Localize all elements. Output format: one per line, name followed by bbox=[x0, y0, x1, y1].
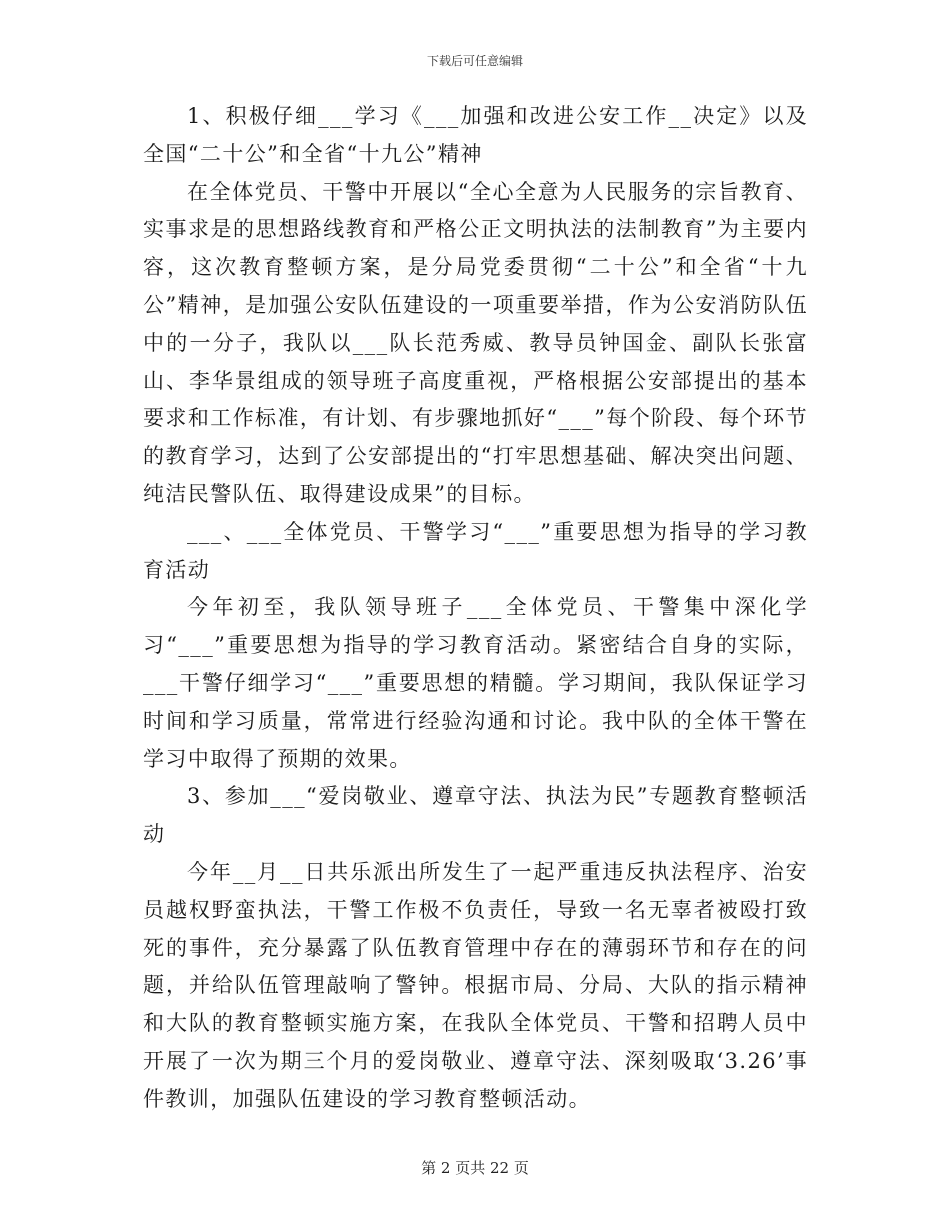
page-number: 第 2 页共 22 页 bbox=[421, 1159, 529, 1177]
paragraph-body-1: 在全体党员、干警中开展以“全心全意为人民服务的宗旨教育、实事求是的思想路线教育和严格公正文明执法的法制教育”为主要内容，这次教育整顿方案，是分局党委贯彻“二十公”和全省“十九公”精神，是加强公安队伍建设的一项重要举措，作为公安消防队伍中的一分子，我队以___队长范秀威、教导员钟国金、副队长张富山、李华景组成的领导班子高度重视，严格根据公安部提出的基本要求和工作标准，有计划、有步骤地抓好“___”每个阶段、每个环节的教育学习，达到了公安部提出的“打牢思想基础、解决突出问题、纯洁民警队伍、取得建设成果”的目标。 bbox=[143, 179, 808, 506]
paragraph-body-2: 今年初至，我队领导班子___全体党员、干警集中深化学习“___”重要思想为指导的学习教育活动。紧密结合自身的实际，___干警仔细学习“___”重要思想的精髓。学习期间，我队保证学习时间和学习质量，常常进行经验沟通和讨论。我中队的全体干警在学习中取得了预期的效果。 bbox=[143, 595, 808, 771]
paragraph-heading-3: 3、参加___“爱岗敬业、遵章守法、执法为民”专题教育整顿活动 bbox=[143, 784, 808, 847]
document-body bbox=[143, 98, 808, 1119]
paragraph-body-3: 今年__月__日共乐派出所发生了一起严重违反执法程序、治安员越权野蛮执法，干警工作极不负责任，导致一名无辜者被殴打致死的事件，充分暴露了队伍教育管理中存在的薄弱环节和存在的问题，并给队伍管理敲响了警钟。根据市局、分局、大队的指示精神和大队的教育整顿实施方案，在我队全体党员、干警和招聘人员中开展了一次为期三个月的爱岗敬业、遵章守法、深刻吸取‘3.26’事件教训，加强队伍建设的学习教育整顿活动。 bbox=[143, 859, 808, 1111]
paragraph-heading-1: 1、积极仔细___学习《___加强和改进公安工作__决定》以及全国“二十公”和全省“十九公”精神 bbox=[143, 104, 808, 166]
paragraph-heading-2: ___、___全体党员、干警学习“___”重要思想为指导的学习教育活动 bbox=[143, 519, 808, 582]
page-header-note: 下载后可任意编辑 bbox=[426, 54, 523, 68]
